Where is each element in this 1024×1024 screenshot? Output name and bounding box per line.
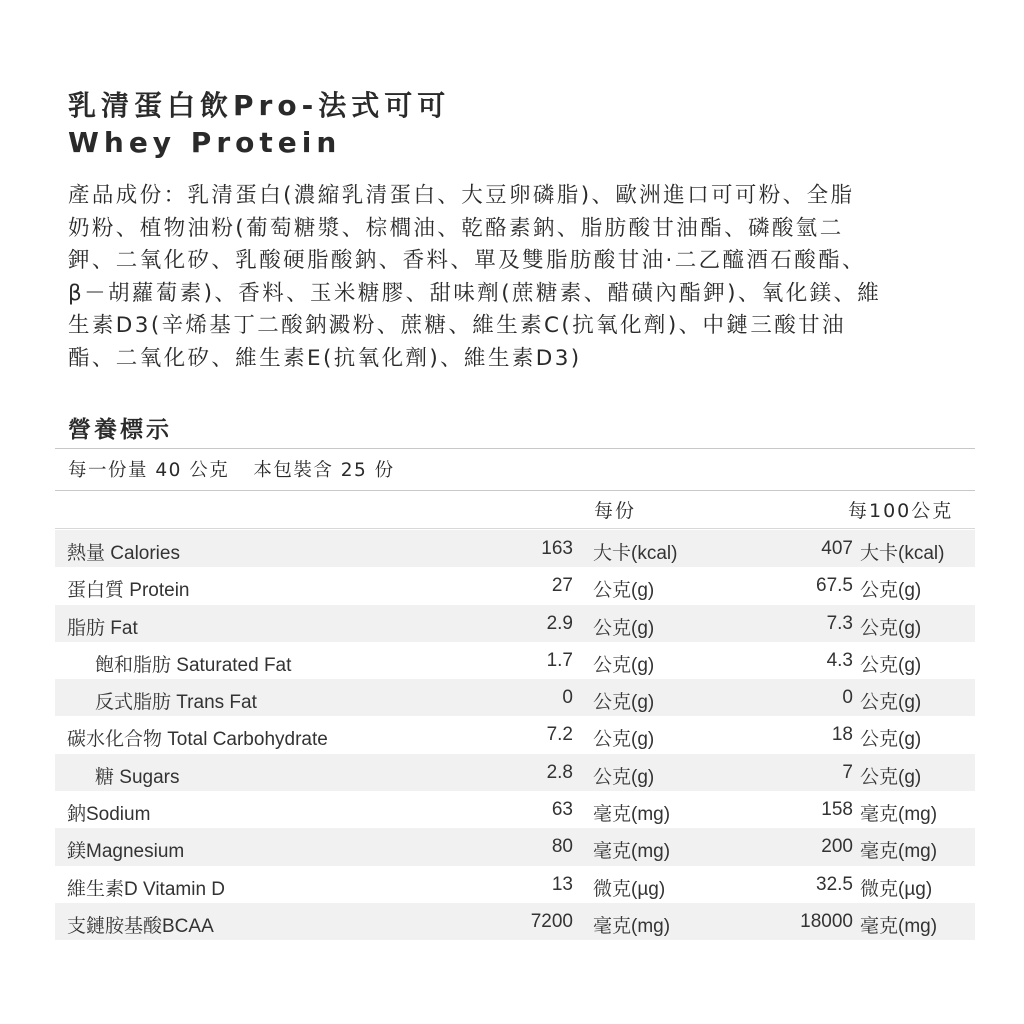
ingredients-line: 鉀、二氧化矽、乳酸硬脂酸鈉、香料、單及雙脂肪酸甘油·二乙醯酒石酸酯、 (68, 248, 866, 274)
per-100g-value: 67.5 (816, 575, 853, 597)
nutrition-table (55, 530, 975, 940)
per-serving-value: 2.9 (546, 612, 573, 634)
column-header-per-serving: 每份 (594, 500, 637, 522)
column-header-per-100g: 每100公克 (848, 500, 954, 522)
per-100g-unit: 公克(g) (860, 692, 922, 714)
ingredients-text (68, 180, 978, 376)
table-row (55, 828, 975, 865)
per-100g-value: 0 (842, 687, 853, 709)
per-serving-value: 13 (551, 873, 573, 895)
per-100g-unit: 毫克(mg) (860, 841, 938, 863)
per-serving-value: 7200 (530, 910, 573, 932)
per-serving-unit: 大卡(kcal) (593, 543, 678, 564)
per-serving-value: 1.7 (546, 649, 573, 671)
per-100g-unit: 公克(g) (860, 729, 922, 751)
nutrient-name: 維生素D Vitamin D (67, 878, 226, 900)
serving-size: 每一份量 40 公克 (68, 460, 230, 481)
per-serving-unit: 毫克(mg) (593, 841, 671, 863)
per-100g-value: 7.3 (826, 612, 853, 634)
per-serving-value: 7.2 (546, 724, 573, 746)
per-100g-value: 4.3 (826, 649, 853, 671)
nutrient-name: 支鏈胺基酸BCAA (67, 915, 214, 937)
table-row (55, 605, 975, 642)
table-row (55, 866, 975, 903)
per-serving-value: 80 (551, 836, 573, 858)
per-serving-value: 163 (541, 538, 573, 559)
product-title-en: Whey Protein (68, 126, 342, 159)
divider (55, 490, 975, 491)
table-row (55, 791, 975, 828)
per-serving-unit: 公克(g) (593, 729, 655, 751)
per-100g-value: 200 (821, 836, 853, 858)
table-row (55, 642, 975, 679)
per-100g-value: 32.5 (816, 873, 853, 895)
per-100g-unit: 大卡(kcal) (860, 543, 945, 564)
nutrient-name: 碳水化合物 Total Carbohydrate (67, 729, 328, 751)
per-serving-unit: 毫克(mg) (593, 804, 671, 826)
table-row (55, 679, 975, 716)
per-100g-value: 158 (821, 799, 853, 821)
ingredients-line: 奶粉、植物油粉(葡萄糖漿、棕櫚油、乾酪素鈉、脂肪酸甘油酯、磷酸氫二 (68, 215, 844, 241)
nutrient-name: 飽和脂肪 Saturated Fat (95, 654, 292, 676)
per-serving-unit: 公克(g) (593, 580, 655, 602)
ingredients-line: 產品成份：乳清蛋白(濃縮乳清蛋白、大豆卵磷脂)、歐洲進口可可粉、全脂 (68, 183, 855, 208)
per-100g-unit: 公克(g) (860, 766, 922, 788)
serving-info (68, 456, 395, 482)
table-row (55, 754, 975, 791)
table-row (55, 530, 975, 567)
nutrient-name: 蛋白質 Protein (67, 580, 190, 602)
nutrient-name: 鎂Magnesium (67, 841, 185, 863)
ingredients-line: β－胡蘿蔔素)、香料、玉米糖膠、甜味劑(蔗糖素、醋磺內酯鉀)、氧化鎂、維 (68, 280, 882, 306)
nutrient-name: 鈉Sodium (67, 804, 151, 826)
ingredients-line: 生素D3(辛烯基丁二酸鈉澱粉、蔗糖、維生素C(抗氧化劑)、中鏈三酸甘油 (68, 313, 846, 339)
per-100g-unit: 微克(µg) (860, 878, 933, 900)
nutrient-name: 脂肪 Fat (67, 617, 138, 639)
per-100g-unit: 毫克(mg) (860, 915, 938, 937)
per-100g-value: 407 (821, 538, 853, 559)
nutrient-name: 糖 Sugars (95, 766, 180, 788)
per-100g-value: 18 (831, 724, 853, 746)
per-serving-value: 63 (551, 799, 573, 821)
divider (55, 448, 975, 449)
per-100g-unit: 公克(g) (860, 617, 922, 639)
table-row (55, 567, 975, 604)
per-serving-unit: 公克(g) (593, 692, 655, 714)
per-serving-value: 27 (551, 575, 573, 597)
product-title-zh: 乳清蛋白飲Pro-法式可可 (68, 89, 451, 122)
table-row (55, 903, 975, 940)
per-100g-unit: 公克(g) (860, 580, 922, 602)
per-100g-unit: 毫克(mg) (860, 804, 938, 826)
servings-per-pack: 本包裝含 25 份 (253, 460, 395, 481)
per-100g-unit: 公克(g) (860, 654, 922, 676)
per-serving-value: 0 (562, 687, 573, 709)
per-serving-unit: 公克(g) (593, 617, 655, 639)
nutrition-heading: 營養標示 (68, 417, 172, 443)
nutrient-name: 熱量 Calories (67, 543, 180, 564)
per-serving-unit: 公克(g) (593, 766, 655, 788)
per-100g-value: 7 (842, 761, 853, 783)
divider (55, 528, 975, 529)
per-serving-unit: 微克(µg) (593, 878, 666, 900)
nutrient-name: 反式脂肪 Trans Fat (95, 692, 257, 714)
per-serving-unit: 公克(g) (593, 654, 655, 676)
table-row (55, 716, 975, 753)
per-serving-value: 2.8 (546, 761, 573, 783)
ingredients-line: 酯、二氧化矽、維生素E(抗氧化劑)、維生素D3) (68, 345, 582, 371)
per-100g-value: 18000 (800, 910, 853, 932)
per-serving-unit: 毫克(mg) (593, 915, 671, 937)
